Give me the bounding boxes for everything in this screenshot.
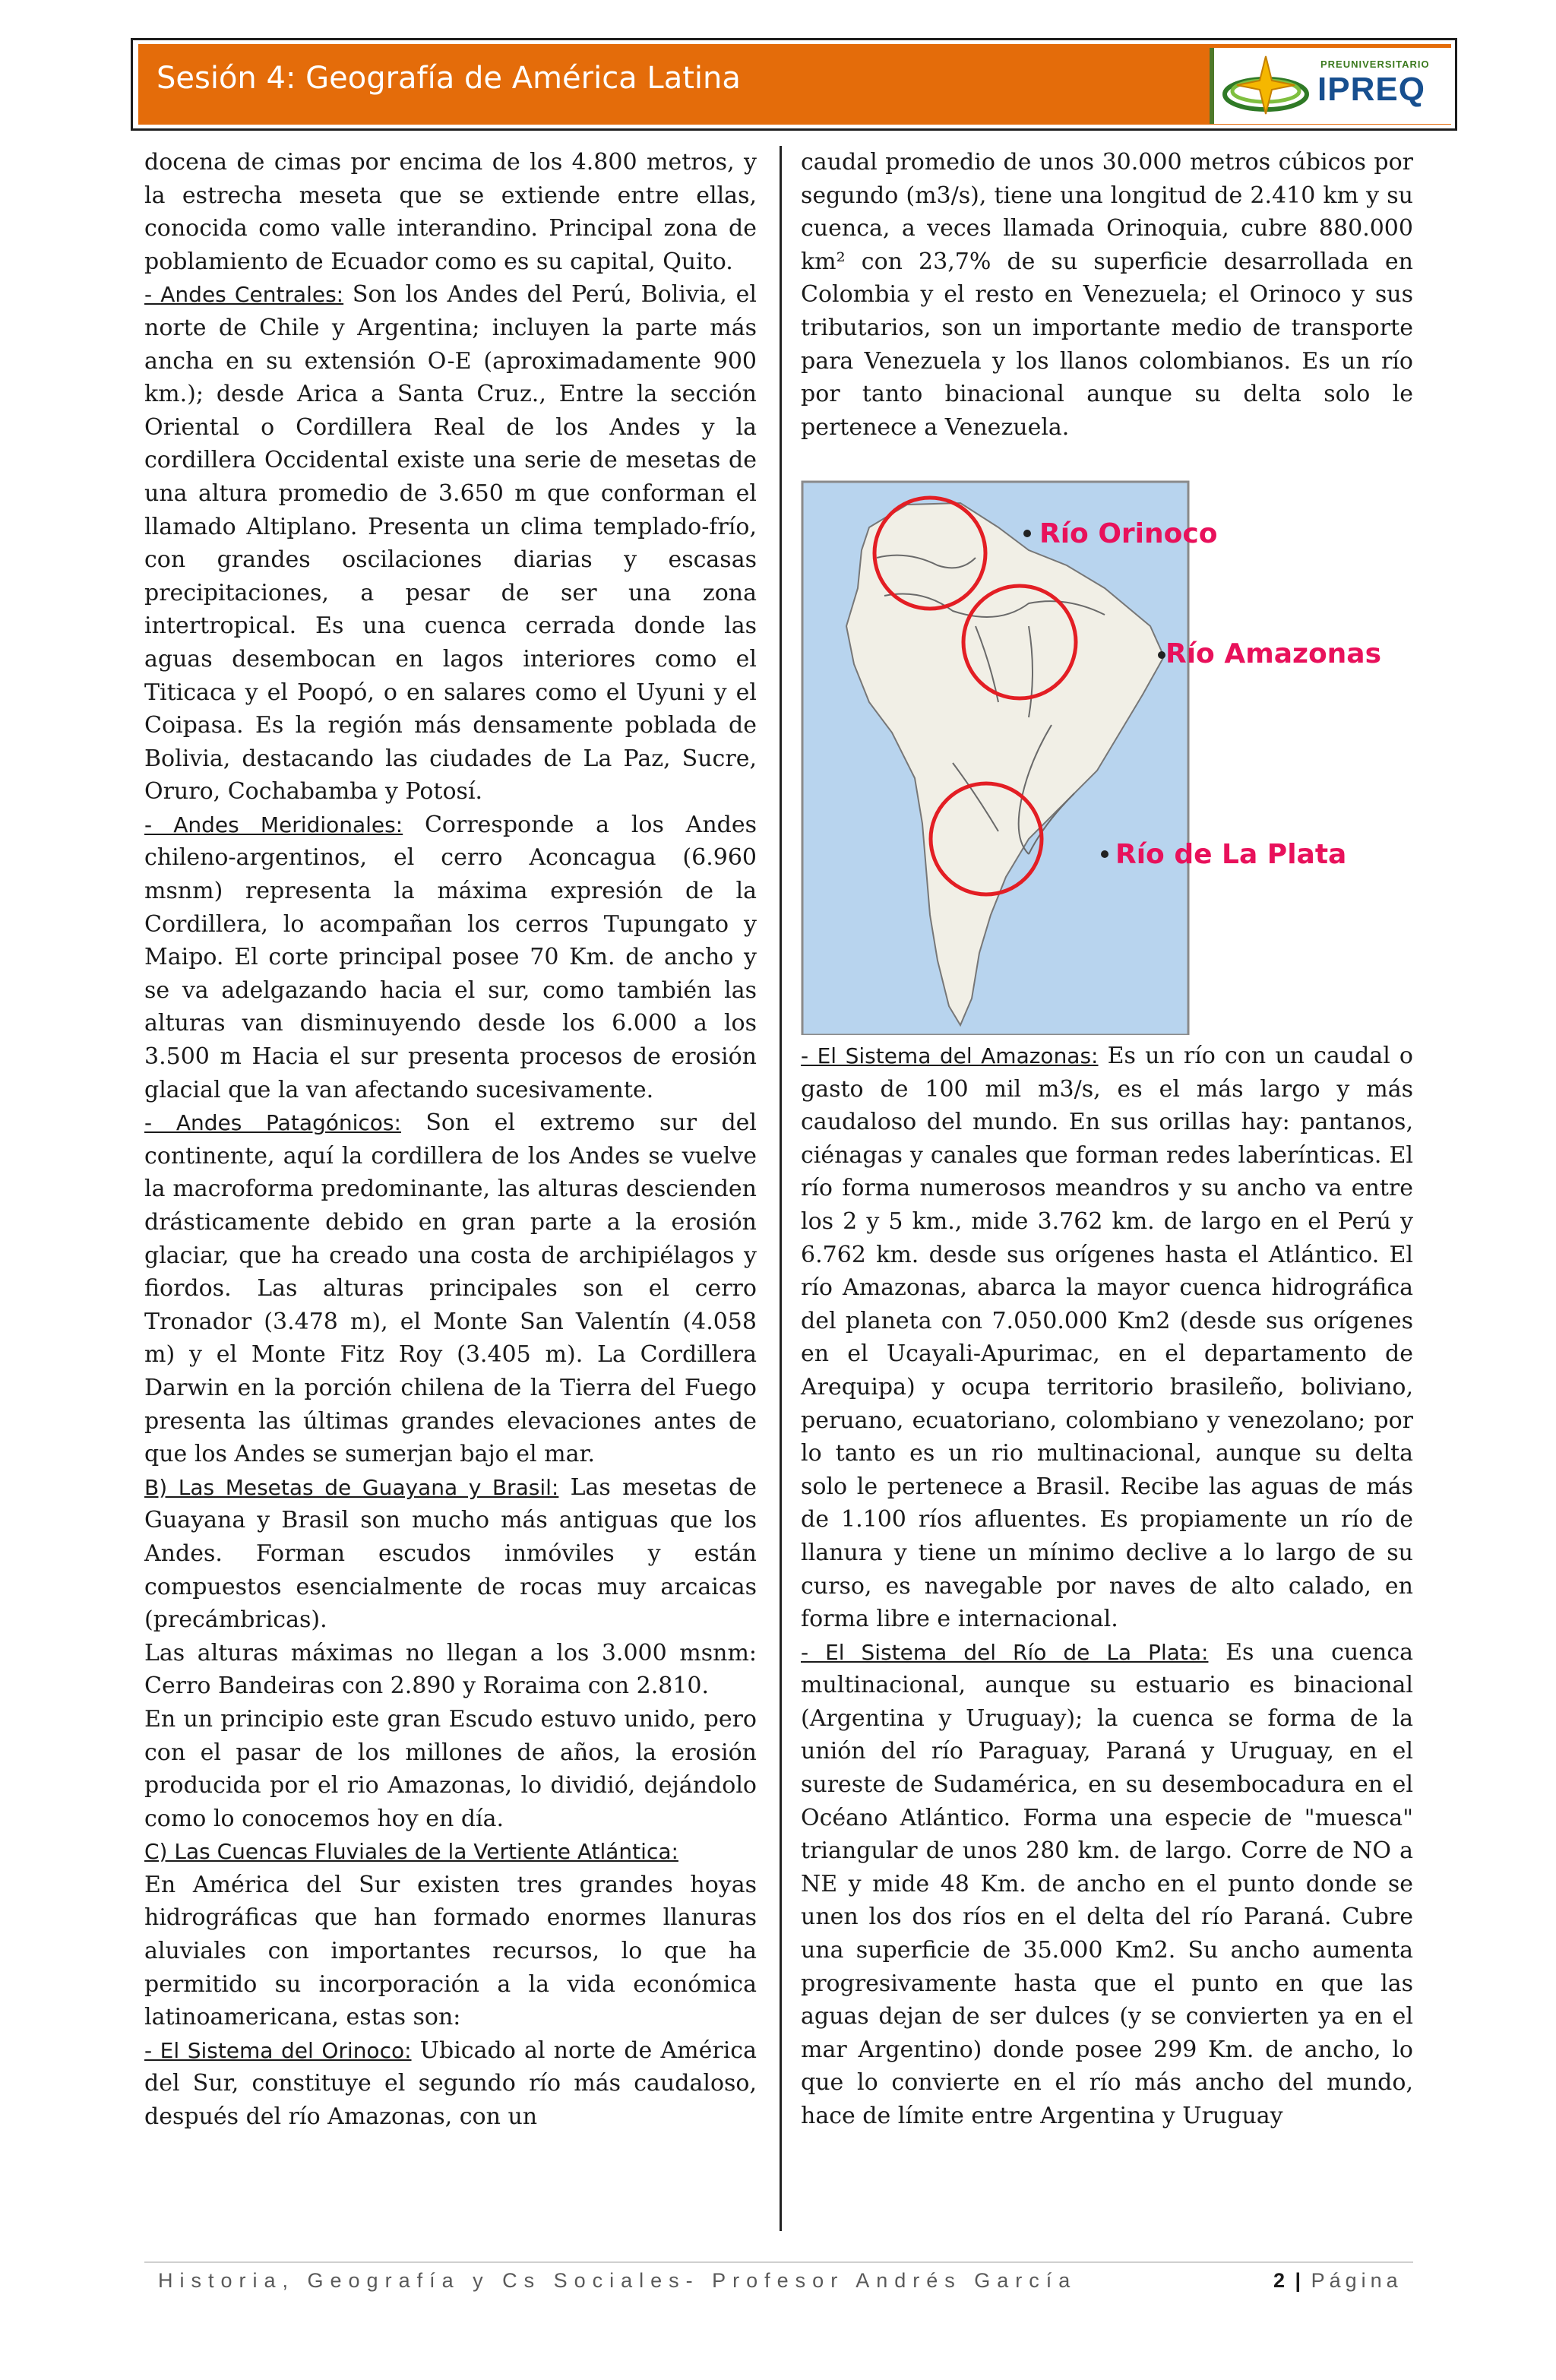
left-paragraph — [144, 2034, 757, 2134]
section-heading: - El Sistema del Amazonas: — [801, 1043, 1099, 1068]
left-paragraph: En América del Sur existen tres grandes hoyas hidrográficas que han formado enormes llanuras aluviales con importantes recursos, lo que ha permitido su incorporación a la vida económica latinoamericana, estas son: — [144, 1871, 757, 2031]
map-label-orinoco: Río Orinoco — [1039, 518, 1218, 549]
left-paragraph — [144, 278, 757, 809]
section-text: Ubicado al norte de América del Sur, constituye el segundo río más caudaloso, después del río Amazonas, con un — [144, 2037, 757, 2131]
footer-page — [1273, 2269, 1403, 2293]
left-column — [144, 146, 757, 2134]
page-number: 2 — [1273, 2269, 1286, 2292]
column-divider — [780, 146, 782, 2231]
map-image — [801, 474, 1396, 1035]
section-heading: C) Las Cuencas Fluviales de la Vertiente Atlántica: — [144, 1839, 678, 1865]
section-heading: - El Sistema del Río de La Plata: — [801, 1639, 1209, 1665]
footer-course: Historia, Geografía y Cs Sociales- Profesor Andrés García — [158, 2269, 1077, 2292]
right-top-paragraph: caudal promedio de unos 30.000 metros cúbicos por segundo (m3/s), tiene una longitud de 2.410 km y su cuenca, a veces llamada Orinoquia, cubre 880.000 km² con 23,7% de su superficie desarrollada en Colombia y el resto en Venezuela; el Orinoco y sus tributarios, son un importante medio de transporte para Venezuela y los llanos colombianos. Es un río por tanto binacional aunque su delta solo le pertenece a Venezuela. — [801, 149, 1413, 441]
section-text: Corresponde a los Andes chileno-argentinos, el cerro Aconcagua (6.960 msnm) representa la máxima expresión de la Cordillera, lo acompañan los cerros Tupungato y Maipo. El corte principal posee 70 Km. de ancho y se va adelgazando hacia el sur, como también las alturas van disminuyendo desde los 6.000 a los 3.500 m Hacia el sur presenta procesos de erosión glacial que la van afectando sucesivamente. — [144, 811, 757, 1103]
south-america-rivers-map — [801, 474, 1396, 1035]
footer-line — [144, 2261, 1413, 2263]
section-text: Son los Andes del Perú, Bolivia, el norte de Chile y Argentina; incluyen la parte más ancha en su extensión O-E (aproximadamente 900 km.); desde Arica a Santa Cruz., Entre la sección Oriental o Cordillera Real de los Andes y la cordillera Occidental existe una serie de mesetas de una altura promedio de 3.650 m que conforman el llamado Altiplano. Presenta un clima templado-frío, con grandes oscilaciones diarias y escasas precipitaciones, a pesar de ser una zona intertropical. Es una cuenca cerrada donde las aguas desembocan en lagos interiores como el Titicaca y el Poopó, o en salares como el Uyuni y el Coipasa. Es la región más densamente poblada de Bolivia, destacando las ciudades de La Paz, Sucre, Oruro, Cochabamba y Potosí. — [144, 281, 757, 805]
left-paragraph — [144, 1835, 757, 1869]
right-column-bottom — [801, 1040, 1413, 2133]
section-heading: - El Sistema del Orinoco: — [144, 2037, 412, 2063]
logo — [1210, 48, 1451, 124]
logo-subtitle: PREUNIVERSITARIO — [1320, 59, 1430, 70]
section-text: Son el extremo sur del continente, aquí la cordillera de los Andes se vuelve la macroforma predominante, las alturas descienden drásticamente debido en gran parte a la erosión glaciar, que ha creado una costa de archipiélagos y fiordos. Las alturas principales son el cerro Tronador (3.478 m), el Monte San Valentín (4.058 m) y el Monte Fitz Roy (3.405 m). La Cordillera Darwin en la porción chilena de la Tierra del Fuego presenta las últimas grandes elevaciones antes de que los Andes se sumerjan bajo el mar. — [144, 1109, 757, 1468]
left-paragraph — [144, 1106, 757, 1471]
left-paragraph: En un principio este gran Escudo estuvo unido, pero con el pasar de los millones de años, la erosión producida por el rio Amazonas, lo dividió, dejándolo como lo conocemos hoy en día. — [144, 1705, 757, 1832]
map-label-plata: Río de La Plata — [1115, 839, 1347, 870]
section-heading: - Andes Patagónicos: — [144, 1110, 401, 1136]
section-text: Es un río con un caudal o gasto de 100 mil m3/s, es el más largo y más caudaloso del mundo. En sus orillas hay: pantanos, ciénagas y canales que forman redes laberínticas. El río forma numerosos meandros y su ancho va entre los 2 y 5 km., mide 3.762 km. de largo en el Perú y 6.762 km. desde sus orígenes hasta el Atlántico. El río Amazonas, abarca la mayor cuenca hidrográfica del planeta con 7.050.000 Km2 (desde sus orígenes en el Ucayali-Apurimac, en el departamento de Arequipa) y ocupa territorio brasileño, boliviano, peruano, ecuatoriano, colombiano y venezolano; por lo tanto es un rio multinacional, aunque su delta solo le pertenece a Brasil. Recibe las aguas de más de 1.100 ríos afluentes. Es propiamente un río de llanura y tiene un mínimo declive a lo largo de su curso, es navegable por naves de alto calado, en forma libre e internacional. — [801, 1043, 1413, 1633]
left-paragraph: Las alturas máximas no llegan a los 3.000 msnm: Cerro Bandeiras con 2.890 y Roraima con 2.810. — [144, 1639, 757, 1700]
page-word: Página — [1311, 2269, 1403, 2292]
left-paragraph — [144, 1471, 757, 1637]
section-heading: - Andes Centrales: — [144, 282, 344, 308]
section-heading: B) Las Mesetas de Guayana y Brasil: — [144, 1474, 559, 1500]
right-bottom-paragraph — [801, 1636, 1413, 2133]
left-paragraph — [144, 809, 757, 1106]
map-label-amazonas: Río Amazonas — [1165, 638, 1382, 669]
right-bottom-paragraph — [801, 1040, 1413, 1636]
right-column-top — [801, 146, 1413, 444]
page-separator: | — [1295, 2269, 1301, 2292]
logo-emblem-icon — [1220, 52, 1311, 120]
logo-name: IPREQ — [1317, 71, 1425, 108]
section-text: Las mesetas de Guayana y Brasil son mucho más antiguas que los Andes. Forman escudos inmóviles y están compuestos esencialmente de rocas muy arcaicas (precámbricas). — [144, 1473, 757, 1634]
left-paragraph: docena de cimas por encima de los 4.800 metros, y la estrecha meseta que se extiende entre ellas, conocida como valle interandino. Principal zona de poblamiento de Ecuador como es su capital, Quito. — [144, 149, 757, 275]
section-heading: - Andes Meridionales: — [144, 812, 403, 837]
page-title: Sesión 4: Geografía de América Latina — [157, 61, 741, 96]
section-text: Es una cuenca multinacional, aunque su estuario es binacional (Argentina y Uruguay); la cuenca se forma de la unión del río Paraguay, Paraná y Uruguay, en el sureste de Sudamérica, en su desembocadura en el Océano Atlántico. Forma una especie de "muesca" triangular de unos 280 km. de largo. Corre de NO a NE y mide 48 Km. de ancho en el punto donde se unen los dos ríos en el delta del río Paraná. Cubre una superficie de 35.000 Km2. Su ancho aumenta progresivamente hasta que el punto en que las aguas dejan de ser dulces (y se convierten ya en el mar Argentino) donde posee 299 Km. de ancho, lo que lo convierte en el río más ancho del mundo, hace de límite entre Argentina y Uruguay — [801, 1638, 1414, 2129]
